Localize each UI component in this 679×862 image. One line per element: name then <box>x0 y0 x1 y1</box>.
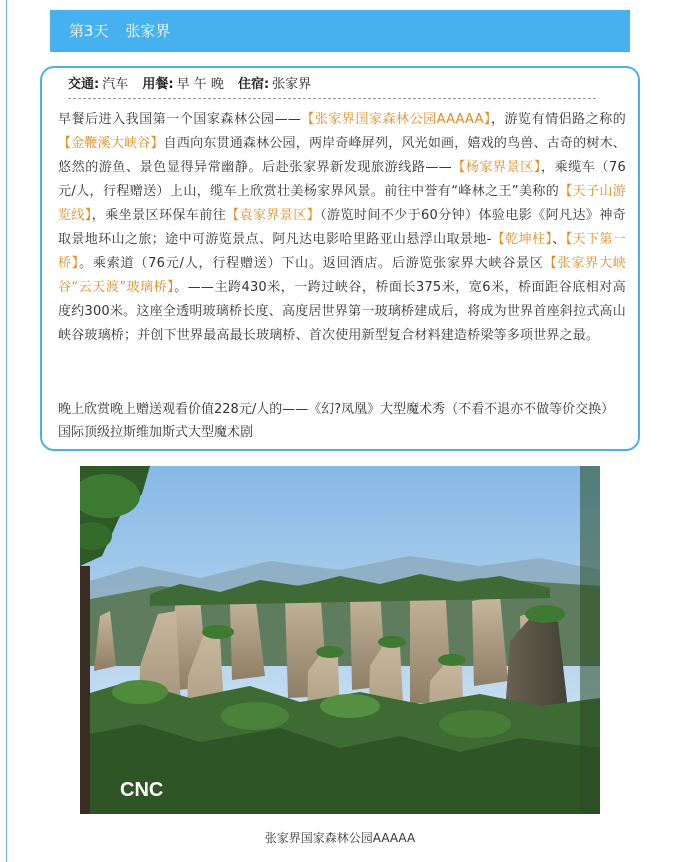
left-border-line <box>6 0 7 862</box>
description-text: 。——主跨430米，一跨过峡谷，桥面长375米，宽6米，桥面距谷底相对高度约300米。这座全透明玻璃桥长度、高度居世界第一玻璃桥建成后，将成为世界首座斜拉式高山峡谷玻璃桥；并创下世界最高最长玻璃桥、首次使用新型复合材料建造桥梁等多项世界之最。 <box>58 280 626 343</box>
description-text: 早餐后进入我国第一个国家森林公园—— <box>58 112 301 127</box>
meals-value: 早 午 晚 <box>176 77 224 92</box>
highlight-yuanjiajie: 【袁家界景区】 <box>226 208 321 223</box>
lodging-value: 张家界 <box>272 77 312 92</box>
highlight-qiankun-pillar: 【乾坤柱】 <box>491 232 553 247</box>
highlight-golden-whip-stream: 【金鞭溪大峡谷】 <box>58 136 164 151</box>
description-text: 自西向东贯通森林公园，两岸奇峰屏列，风光如画，嬉戏的鸟兽、古奇的树木、悠然的游鱼、景色显得异常幽静。后赴张家界新发现旅游线路—— <box>58 136 626 175</box>
transport-value: 汽车 <box>102 77 129 92</box>
lodging-label: 住宿: <box>237 77 270 92</box>
day-description <box>58 108 626 348</box>
highlight-forest-park: 【张家界国家森林公园AAAAA】 <box>300 112 491 127</box>
meals-label: 用餐: <box>142 77 174 92</box>
highlight-glass-bridge: 【张家界大峡谷“云天渡”玻璃桥】 <box>58 256 626 295</box>
evening-show: 晚上欣赏晚上赠送观看价值228元/人的——《幻?凤凰》大型魔术秀（不看不退亦不做等价交换）国际顶级拉斯维加斯式大型魔术剧 <box>58 402 615 440</box>
highlight-yangjiajie: 【杨家界景区】 <box>451 160 541 175</box>
highlight-first-bridge: 【天下第一桥】 <box>58 232 626 271</box>
day-number: 第3天 <box>69 22 109 40</box>
watermark-logo: CNC <box>120 779 164 801</box>
photo-caption: 张家界国家森林公园AAAAA <box>264 831 416 845</box>
day-header <box>50 10 630 52</box>
day-title: 张家界 <box>125 22 171 40</box>
description-text: 。乘索道（76元/人，行程赠送）下山。返回酒店。后游览张家界大峡谷景区 <box>79 256 544 271</box>
description-text: ，游览有情侣路之称的 <box>490 112 626 127</box>
description-text: （游览时间不少于60分钟）体验电影《阿凡达》神奇取景地环山之旅；途中可游览景点、阿凡达电影哈里路亚山悬浮山取景地- <box>58 208 626 247</box>
itinerary-card <box>40 66 640 451</box>
scenic-photo <box>80 466 600 814</box>
transport-label: 交通: <box>68 77 100 92</box>
description-text: ，乘坐景区环保车前往 <box>91 208 227 223</box>
description-text: ，乘缆车（76元/人，行程赠送）上山，缆车上欣赏壮美杨家界风景。前往中誉有“峰林之王”美称的 <box>58 160 626 199</box>
description-text: 、 <box>552 232 566 247</box>
info-row <box>68 72 596 99</box>
highlight-tianzi-mountain: 【天子山游览线】 <box>58 184 626 223</box>
